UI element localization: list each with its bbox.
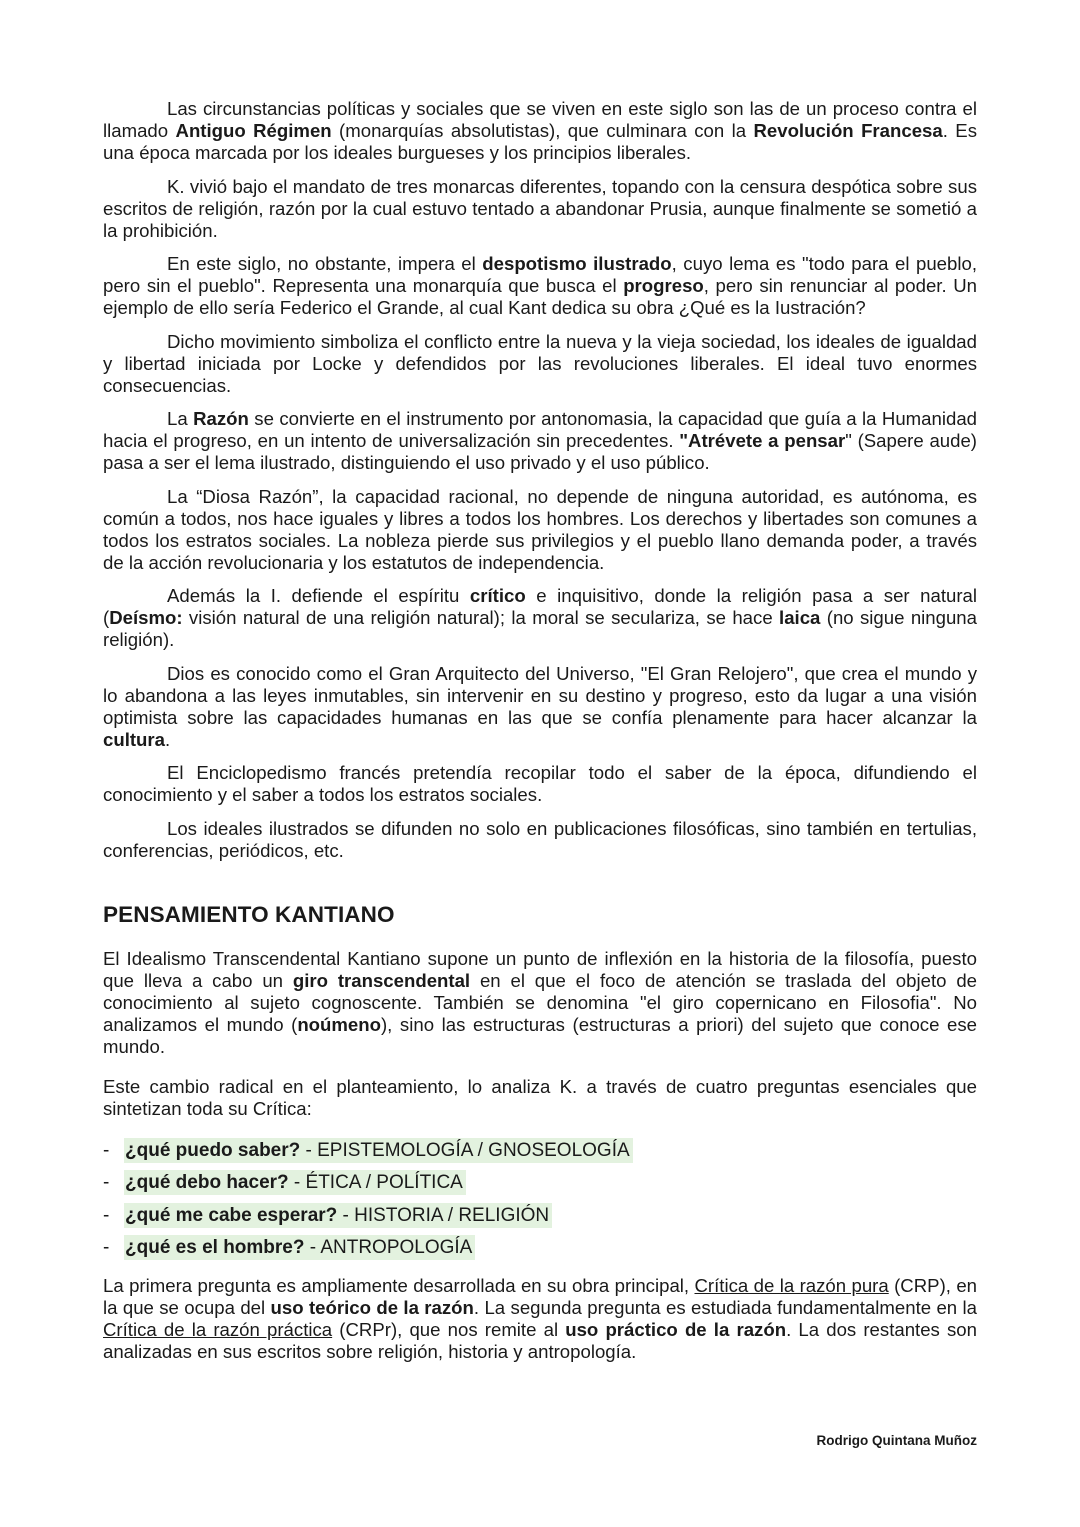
paragraph xyxy=(103,331,977,397)
text-run: (CRPr), que nos remite al xyxy=(332,1319,566,1340)
bold-text: despotismo ilustrado xyxy=(482,253,672,274)
text-run: En este siglo, no obstante, impera el xyxy=(167,253,483,274)
question-text: ¿qué debo hacer? xyxy=(125,1172,289,1193)
bold-text: Deísmo: xyxy=(109,607,183,628)
bold-text: Antiguo Régimen xyxy=(175,120,332,141)
underlined-title: Crítica de la razón pura xyxy=(694,1275,889,1296)
text-run: Además la I. defiende el espíritu xyxy=(167,585,470,606)
text-run: Dios es conocido como el Gran Arquitecto del Universo, "El Gran Relojero", que crea el mundo y lo abandona a las leyes inmutables, sin intervenir en su destino y progreso, esto da lugar a una visión optimista sobre las capacidades humanas en las que se confía plenamente para hacer alcanzar la xyxy=(103,662,977,728)
underlined-title: Crítica de la razón práctica xyxy=(103,1319,333,1340)
question-text: ¿qué es el hombre? xyxy=(125,1237,305,1258)
text-run: El Enciclopedismo francés pretendía recopilar todo el saber de la época, difundiendo el conocimiento y el saber a todos los estratos sociales. xyxy=(103,762,977,805)
question-item xyxy=(103,1205,977,1227)
text-run: en el que el foco de atención se traslada del objeto de conocimiento al sujeto cognoscente. También se denomina "el giro copernicano en Filosofia". No analizamos el mundo ( xyxy=(103,969,977,1035)
text-run: (CRP), en la que se ocupa del xyxy=(103,1275,978,1318)
text-run: . xyxy=(165,728,171,750)
text-run: Dicho movimiento simboliza el conflicto entre la nueva y la vieja sociedad, los ideales de igualdad y libertad iniciada por Locke y defendidos por las revoluciones liberales. El ideal tuvo enormes consecuencias. xyxy=(103,330,977,396)
text-run: e inquisitivo, donde la religión pasa a ser natural ( xyxy=(103,585,977,628)
text-run: . La dos restantes son analizadas en sus escritos sobre religión, historia y antropología. xyxy=(103,1319,977,1362)
list-dash: - xyxy=(103,1204,110,1226)
bold-text: laica xyxy=(779,607,821,628)
section-heading: PENSAMIENTO KANTIANO xyxy=(103,901,395,927)
question-highlight xyxy=(124,1170,466,1195)
text-run: , pero sin renunciar al poder. Un ejemplo de ello sería Federico el Grande, al cual Kant dedica su obra ¿Qué es la Iustración? xyxy=(103,275,977,318)
question-highlight xyxy=(124,1138,633,1163)
list-dash: - xyxy=(103,1237,110,1258)
text-run: La “Diosa Razón”, la capacidad racional, no depende de ninguna autoridad, es autónoma, es común a todos, nos hace iguales y libres a todos los hombres. Los derechos y libertades son comunes a todos los estratos sociales. La nobleza pierde sus privilegios y el pueblo llano demanda poder, a través de la acción revolucionaria y los estatutos de independencia. xyxy=(103,485,977,573)
paragraph xyxy=(103,486,977,574)
footer-author: Rodrigo Quintana Muñoz xyxy=(816,1433,977,1448)
text-run: . La segunda pregunta es estudiada fundamentalmente en la xyxy=(473,1297,978,1318)
paragraph xyxy=(103,663,977,751)
bold-text: cultura xyxy=(103,728,165,750)
text-run: (monarquías absolutistas), que culminara con la xyxy=(331,120,754,141)
question-area: - HISTORIA / RELIGIÓN xyxy=(337,1204,550,1226)
paragraph xyxy=(103,762,977,806)
text-run: Las circunstancias políticas y sociales que se viven en este siglo son las de un proceso contra el llamado xyxy=(103,98,977,141)
bold-text: crítico xyxy=(469,585,526,606)
text-run: La xyxy=(167,408,194,429)
question-item xyxy=(103,1172,977,1194)
question-item xyxy=(103,1237,977,1259)
text-run: ), sino las estructuras (estructuras a priori) del sujeto que conoce ese mundo. xyxy=(103,1013,977,1057)
section-paragraph xyxy=(103,948,977,1058)
text-run: se convierte en el instrumento por antonomasia, la capacidad que guía a la Humanidad hacia el progreso, en un intento de universalización sin precedentes. xyxy=(103,408,977,451)
text-run: La primera pregunta es ampliamente desarrollada en su obra principal, xyxy=(103,1275,695,1296)
bold-text: progreso xyxy=(623,275,704,296)
paragraph xyxy=(103,818,977,862)
text-run: . Es una época marcada por los ideales burgueses y los principios liberales. xyxy=(103,120,977,163)
text-run: El Idealismo Transcendental Kantiano supone un punto de inflexión en la historia de la filosofía, puesto que lleva a cabo un xyxy=(103,947,977,991)
question-area: - ANTROPOLOGÍA xyxy=(304,1237,473,1258)
list-dash: - xyxy=(103,1172,110,1193)
bold-text: Razón xyxy=(193,408,249,429)
bold-text: uso teórico de la razón xyxy=(270,1297,474,1318)
bold-text: giro transcendental xyxy=(292,969,471,991)
question-highlight xyxy=(124,1203,552,1228)
text-run: K. vivió bajo el mandato de tres monarcas diferentes, topando con la censura despótica sobre sus escritos de religión, razón por la cual estuvo tentado a abandonar Prusia, aunque finalmente se sometió a la prohibición. xyxy=(103,175,977,241)
paragraph xyxy=(103,98,977,164)
section-paragraph xyxy=(103,1076,977,1120)
paragraph xyxy=(103,176,977,242)
question-text: ¿qué me cabe esperar? xyxy=(125,1204,338,1226)
text-run: (no sigue ninguna religión). xyxy=(103,607,977,650)
question-text: ¿qué puedo saber? xyxy=(125,1139,301,1161)
question-highlight xyxy=(124,1235,475,1260)
question-item xyxy=(103,1140,977,1162)
text-run: Los ideales ilustrados se difunden no solo en publicaciones filosóficas, sino también en tertulias, conferencias, periódicos, etc. xyxy=(103,817,977,861)
bold-text: uso práctico de la razón xyxy=(565,1319,787,1340)
text-run: Este cambio radical en el planteamiento, lo analiza K. a través de cuatro preguntas esenciales que sintetizan toda su Crítica: xyxy=(103,1075,977,1119)
paragraph xyxy=(103,408,977,474)
question-area: - ÉTICA / POLÍTICA xyxy=(288,1172,463,1193)
question-area: - EPISTEMOLOGÍA / GNOSEOLOGÍA xyxy=(300,1139,630,1161)
closing-section xyxy=(103,1275,977,1363)
closing-paragraph xyxy=(103,1275,977,1363)
bold-text: noúmeno xyxy=(297,1013,381,1035)
questions-list xyxy=(103,1140,977,1260)
text-run: , cuyo lema es "todo para el pueblo, pero sin el pueblo". Representa una monarquía que busca el xyxy=(103,253,977,296)
bold-text: Revolución Francesa xyxy=(753,120,943,141)
paragraph xyxy=(103,585,977,651)
document-page xyxy=(103,98,977,1375)
intro-section xyxy=(103,98,977,862)
text-run: visión natural de una religión natural); la moral se seculariza, se hace xyxy=(182,607,780,628)
kant-section xyxy=(103,948,977,1120)
list-dash: - xyxy=(103,1139,110,1161)
text-run: " (Sapere aude) pasa a ser el lema ilustrado, distinguiendo el uso privado y el uso público. xyxy=(103,430,978,473)
bold-text: "Atrévete a pensar xyxy=(679,430,846,451)
paragraph xyxy=(103,253,977,319)
